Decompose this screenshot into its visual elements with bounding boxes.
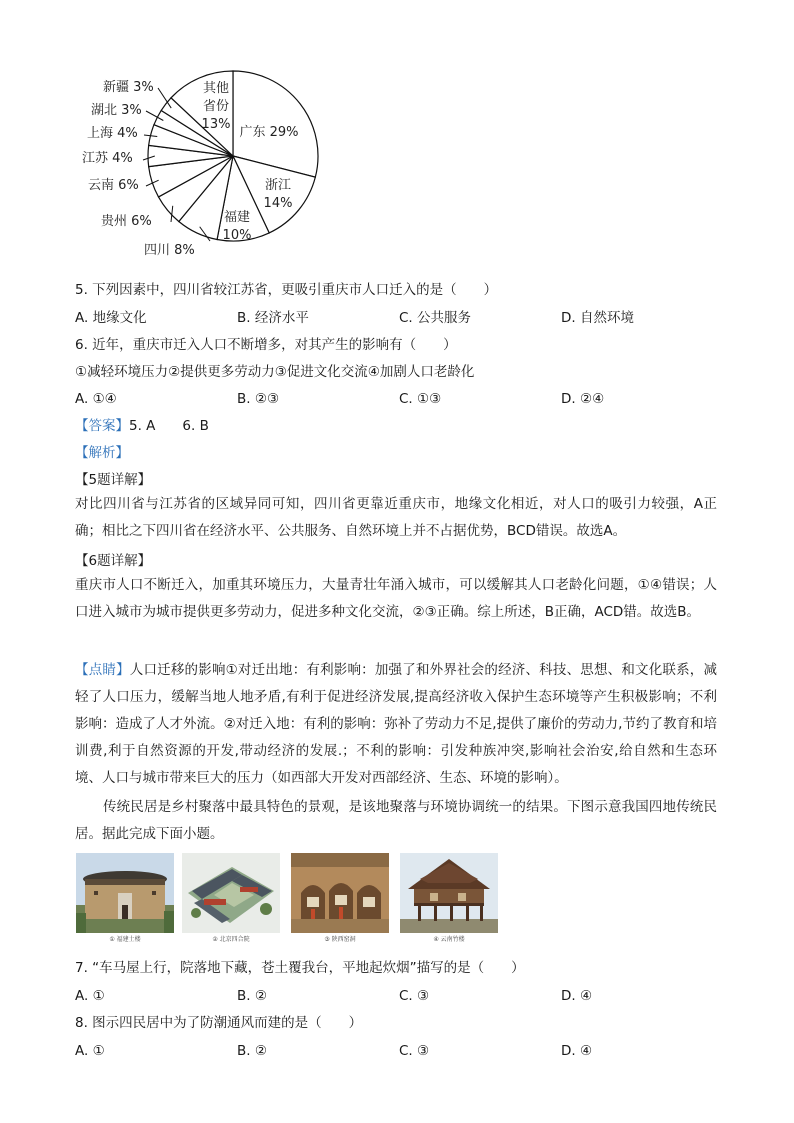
label-zhejiang-value: 14% (263, 196, 293, 211)
q7-option-c[interactable]: C. ③ (399, 988, 430, 1004)
photo-caption-4: ④ 云南竹楼 (433, 936, 465, 943)
photo-caption-2: ② 北京四合院 (212, 936, 250, 943)
q6-option-d[interactable]: D. ②④ (561, 391, 605, 407)
tip-tag: 【点睛】 (75, 662, 130, 678)
label-other-1: 其他 (202, 81, 230, 96)
photo-caption-3: ③ 陕西窑洞 (324, 936, 356, 943)
answer-text: 5. A 6. B (129, 418, 209, 434)
label-fujian-value: 10% (222, 228, 252, 243)
fujian-tulou-image (76, 853, 174, 933)
q7-stem: 7. “车马屋上行，院落地下藏，苍土覆我台，平地起炊烟”描写的是（ ） (75, 960, 525, 976)
q8-stem: 8. 图示四民居中为了防潮通风而建的是（ ） (75, 1015, 363, 1031)
answer-tag: 【答案】 (75, 418, 129, 434)
detail5-text: 对比四川省与江苏省的区域异同可知，四川省更靠近重庆市，地缘文化相近，对人口的吸引力较强，A正确；相比之下四川省在经济水平、公共服务、自然环境上并不占据优势，BCD错误。故选A。 (75, 496, 717, 539)
label-jiangsu: 江苏 4% (82, 151, 133, 166)
q6-option-c[interactable]: C. ①③ (399, 391, 442, 407)
q7-option-d[interactable]: D. ④ (561, 988, 593, 1004)
detail6-text: 重庆市人口不断迁入，加重其环境压力，大量青壮年涌入城市，可以缓解其人口老龄化问题，①④错误；人口进入城市为城市提供更多劳动力，促进多种文化交流，②③正确。综上所述，B正确，ACD错。故选B。 (75, 577, 717, 620)
q6-option-b[interactable]: B. ②③ (237, 391, 280, 407)
q8-option-c[interactable]: C. ③ (399, 1043, 430, 1059)
pie-chart-svg (78, 76, 338, 266)
label-hubei: 湖北 3% (91, 103, 142, 118)
yunnan-zhulou-image (400, 853, 498, 933)
q5-stem: 5. 下列因素中，四川省较江苏省，更吸引重庆市人口迁入的是（ ） (75, 282, 498, 298)
label-zhejiang-name: 浙江 (264, 178, 292, 193)
label-other-3: 13% (201, 117, 231, 132)
label-sichuan: 四川 8% (144, 243, 195, 258)
label-xinjiang: 新疆 3% (103, 80, 154, 95)
dwellings-figure (76, 853, 506, 943)
label-guizhou: 贵州 6% (101, 214, 152, 229)
intro-text: 传统民居是乡村聚落中最具特色的景观，是该地聚落与环境协调统一的结果。下图示意我国四地传统民居。据此完成下面小题。 (75, 799, 717, 842)
analysis-tag: 【解析】 (75, 445, 129, 461)
photo-fujian-tulou (76, 853, 174, 943)
shaanxi-yaodong-image (291, 853, 389, 933)
tip-block (75, 657, 717, 792)
detail6-tag: 【6题详解】 (75, 553, 152, 569)
photo-yunnan-zhulou (400, 853, 498, 943)
label-shanghai: 上海 4% (87, 126, 138, 141)
label-guangdong: 广东 29% (239, 125, 299, 140)
population-pie-chart (78, 76, 338, 266)
q8-option-a[interactable]: A. ① (75, 1043, 105, 1059)
q8-option-d[interactable]: D. ④ (561, 1043, 593, 1059)
q5-option-b[interactable]: B. 经济水平 (237, 310, 309, 326)
answer-line (75, 416, 209, 436)
q6-option-a[interactable]: A. ①④ (75, 391, 117, 407)
photo-beijing-siheyuan (182, 853, 280, 943)
q5-option-c[interactable]: C. 公共服务 (399, 310, 472, 326)
photo-shaanxi-yaodong (291, 853, 389, 943)
q7-option-b[interactable]: B. ② (237, 988, 267, 1004)
q5-option-a[interactable]: A. 地缘文化 (75, 310, 147, 326)
beijing-siheyuan-image (182, 853, 280, 933)
label-other-2: 省份 (202, 99, 230, 114)
q6-stem: 6. 近年，重庆市迁入人口不断增多，对其产生的影响有（ ） (75, 337, 457, 353)
label-fujian-name: 福建 (223, 210, 251, 225)
photo-caption-1: ① 福建土楼 (109, 936, 141, 943)
detail5-tag: 【5题详解】 (75, 472, 152, 488)
q6-items: ①减轻环境压力②提供更多劳动力③促进文化交流④加剧人口老龄化 (75, 364, 475, 380)
label-yunnan: 云南 6% (88, 178, 139, 193)
q7-option-a[interactable]: A. ① (75, 988, 105, 1004)
q5-option-d[interactable]: D. 自然环境 (561, 310, 634, 326)
tip-text: 人口迁移的影响①对迁出地：有利影响：加强了和外界社会的经济、科技、思想、和文化联系，减轻了人口压力，缓解当地人地矛盾,有利于促进经济发展,提高经济收入保护生态环境等产生积极影响；不利影响：造成了人才外流。②对迁入地：有利的影响：弥补了劳动力不足,提供了廉价的劳动力,节约了教育和培训费,利于自然资源的开发,带动经济的发展.；不利的影响：引发种族冲突,影响社会治安,给自然和生态环境、人口与城市带来巨大的压力（如西部大开发对西部经济、生态、环境的影响）。 (75, 662, 718, 786)
q8-option-b[interactable]: B. ② (237, 1043, 267, 1059)
